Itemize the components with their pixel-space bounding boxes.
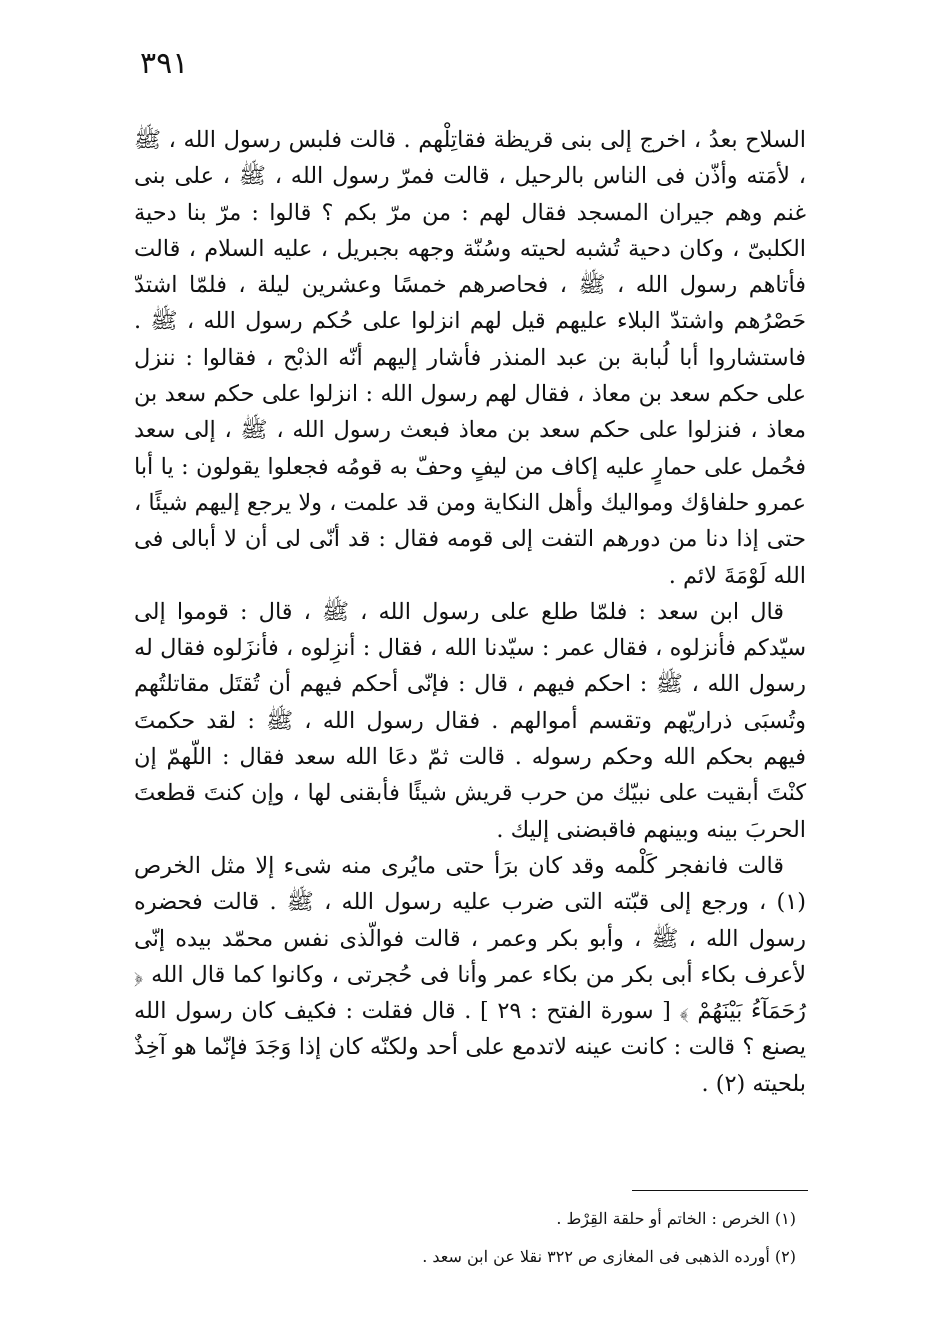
page-number: ٣٩١ <box>140 46 189 81</box>
paragraph-1: السلاح بعدُ ، اخرج إلى بنى قريظة فقاتِلْهم . قالت فلبس رسول الله ، ﷺ ، لأمَته وأذّن فى الناس بالرحيل ، قالت فمرّ رسول الله ، ﷺ ، على بنى غنم وهم جيران المسجد فقال لهم : من مرّ بكم ؟ قالوا : مرّ بنا دحية الكلبىّ ، وكان دحية تُشبه لحيته وسُنّة وجهه بجبريل ، عليه السلام ، قالت فأتاهم رسول الله ، ﷺ ، فحاصرهم خمسًا وعشرين ليلة ، فلمّا اشتدّ حَصْرُهم واشتدّ البلاء عليهم قيل لهم انزلوا على حُكم رسول الله ، ﷺ . فاستشاروا أبا لُبابة بن عبد المنذر فأشار إليهم أنّه الذبْح ، فقالوا : ننزل على حكم سعد بن معاذ ، فقال لهم رسول الله : انزلوا على حكم سعد بن معاذ ، فنزلوا على حكم سعد بن معاذ فبعث رسول الله ، ﷺ ، إلى سعد فحُمل على حمارٍ عليه إكاف من ليفٍ وحفّ به قومُه فجعلوا يقولون : يا أبا عمرو حلفاؤك ومواليك وأهل النكاية ومن قد علمت ، ولا يرجع إليهم شيئًا ، حتى إذا دنا من دورهم التفت إلى قومه فقال : قد أنّى لى أن لا أبالى فى الله لَوْمَةَ لائم . <box>134 127 806 589</box>
footnote-2: (٢) أورده الذهبى فى المغازى ص ٣٢٢ نقلا عن ابن سعد . <box>422 1247 796 1266</box>
main-text <box>134 122 806 1102</box>
paragraph-3: قالت فانفجر كَلْمه وقد كان برَأ حتى مايُرى منه شىء إلا مثل الخرص (١) ، ورجع إلى قبّته التى ضرب عليه رسول الله ، ﷺ . قالت فحضره رسول الله ، ﷺ ، وأبو بكر وعمر ، قالت فوالّذى نفس محمّد بيده إنّى لأعرف بكاء أبى بكر من بكاء عمر وأنا فى حُجرتى ، وكانوا كما قال الله ﴿ رُحَمَآءُ بَيْنَهُمْ ﴾ [ سورة الفتح : ٢٩ ] . قال فقلت : فكيف كان رسول الله يصنع ؟ قالت : كانت عينه لاتدمع على أحد ولكنّه كان إذا وَجَدَ فإنّما هو آخِذٌ بلحيته (٢) . <box>134 852 806 1097</box>
paragraph-2: قال ابن سعد : فلمّا طلع على رسول الله ، ﷺ ، قال : قوموا إلى سيّدكم فأنزلوه ، فقال عمر : سيّدنا الله ، فقال : أنزِلوه ، فأنزَلوه فقال له رسول الله ، ﷺ : احكم فيهم ، قال : فإنّى أحكم فيهم أن تُقتَل مقاتلتُهم وتُسبَى ذراريّهم وتقسم أموالهم . فقال رسول الله ، ﷺ : لقد حكمتَ فيهم بحكم الله وحكم رسوله . قالت ثمّ دعَا الله سعد فقال : اللّهمّ إن كنْتَ أبقيت على نبيّك من حرب قريش شيئًا فأبقنى لها ، وإن كنتَ قطعتَ الحربَ بينه وبينهم فاقبضنى إليك . <box>134 598 806 843</box>
footnote-divider <box>632 1190 808 1191</box>
footnote-1: (١) الخرص : الخاتم أو حلقة القِرْط . <box>556 1209 796 1228</box>
footnotes <box>134 1200 806 1276</box>
